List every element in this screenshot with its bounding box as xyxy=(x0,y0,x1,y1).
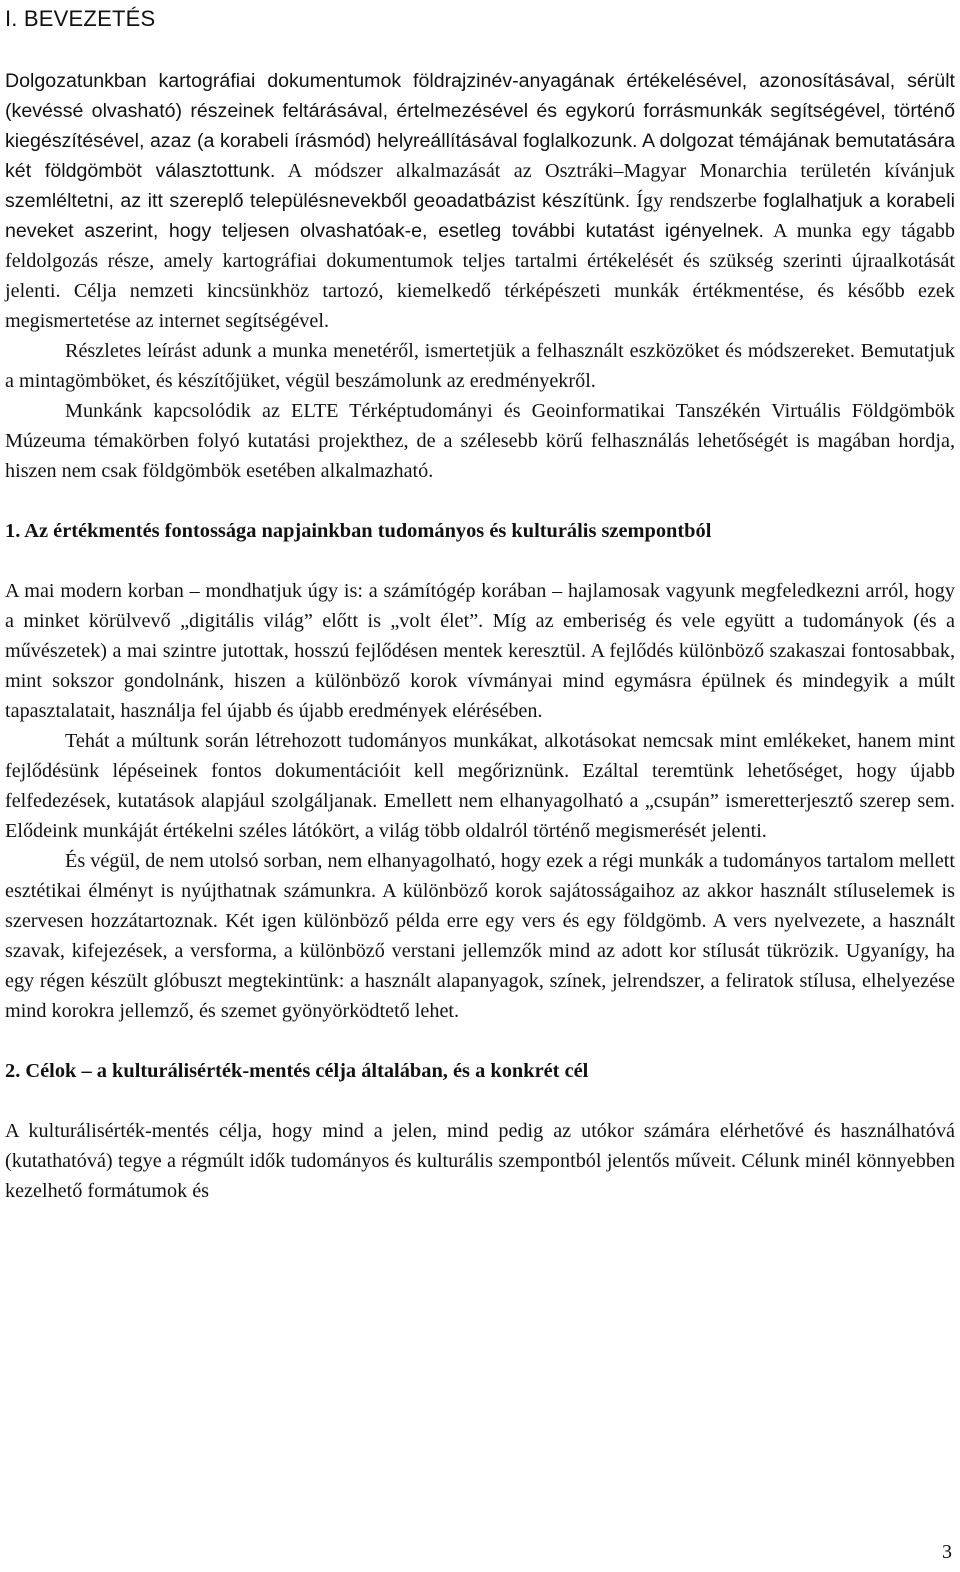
intro-section xyxy=(5,66,955,486)
intro-text-serif-3: A munka egy tágabb feldolgozás része, amely kartográfiai dokumentumok teljes tartalmi értékelését és szükség szerinti újraalkotását jelenti. Célja nemzeti kincsünkhöz tartozó, kiemelkedő térképészeti munkák értékmentése, és később ezek megismertetése az internet segítségével. xyxy=(5,220,955,332)
intro-paragraph-2: Részletes leírást adunk a munka menetéről, ismertetjük a felhasznált eszközöket és módszereket. Bemutatjuk a mintagömböket, és készítőjüket, végül beszámolunk az eredményekről. xyxy=(5,340,955,392)
intro-text-sans-2: szemléltetni, az itt szereplő településnevekből geoadatbázist készítünk. xyxy=(5,190,631,212)
section-2-heading: 2. Célok – a kulturálisérték-mentés célja általában, és a konkrét cél xyxy=(5,1060,589,1082)
intro-paragraph-1 xyxy=(5,66,955,336)
spacer xyxy=(5,1026,955,1056)
intro-text-serif-2: Így rendszerbe xyxy=(630,190,757,212)
page-number: 3 xyxy=(942,1541,952,1563)
chapter-title: I. BEVEZETÉS xyxy=(5,6,156,31)
spacer xyxy=(5,546,955,576)
section-1-heading: 1. Az értékmentés fontossága napjainkban tudományos és kulturális szempontból xyxy=(5,520,712,542)
intro-paragraph-3: Munkánk kapcsolódik az ELTE Térképtudományi és Geoinformatikai Tanszékén Virtuális Földgömbök Múzeuma témakörben folyó kutatási projekthez, de a szélesebb körű felhasználás lehetőségét is magában hordja, hiszen nem csak földgömbök esetében alkalmazható. xyxy=(5,400,955,482)
document-page xyxy=(5,0,955,1206)
spacer xyxy=(5,486,955,516)
intro-text-sans-3: foglalhatjuk a korabeli neveket aszerint, hogy teljesen olvashatóak-e, esetleg további kutatást igényelnek. xyxy=(5,190,955,242)
section-2-paragraph-1: A kulturálisérték-mentés célja, hogy mind a jelen, mind pedig az utókor számára elérhetővé és használhatóvá (kutathatóvá) tegye a régmúlt idők tudományos és kulturális szempontból jelentős műveit. Célunk minél könnyebben kezelhető formátumok és xyxy=(5,1120,955,1202)
intro-text-sans-1: Dolgozatunkban kartográfiai dokumentumok földrajzinév-anyagának értékelésével, azonosításával, sérült (kevéssé olvasható) részeinek feltárásával, értelmezésével és egykorú forrásmunkák segítségével, történő kiegészítésével, azaz (a korabeli írásmód) helyreállításával foglalkozunk. A dolgozat témájának bemutatására két földgömböt választottunk. xyxy=(5,70,955,182)
intro-text-serif-1: A módszer alkalmazását az Osztráki–Magyar Monarchia területén kívánjuk xyxy=(275,160,955,182)
section-1-paragraph-2: Tehát a múltunk során létrehozott tudományos munkákat, alkotásokat nemcsak mint emlékeket, hanem mint fejlődésünk lépéseinek fontos dokumentációit kell megőriznünk. Ezáltal teremtünk lehetőséget, hogy újabb felfedezések, kutatások alapjául szolgáljanak. Emellett nem elhanyagolható a „csupán” ismeretterjesztő szerep sem. Elődeink munkáját értékelni széles látókört, a világ több oldalról történő megismerését jelenti. xyxy=(5,730,955,842)
section-1-paragraph-1: A mai modern korban – mondhatjuk úgy is: a számítógép korában – hajlamosak vagyunk megfeledkezni arról, hogy a minket körülvevő „digitális világ” előtt is „volt élet”. Míg az emberiség és vele együtt a tudományok (és a művészetek) a mai szintre jutottak, hosszú fejlődésen mentek keresztül. A fejlődés különböző szakaszai fontosabbak, mint sokszor gondolnánk, hiszen a különböző korok vívmányai mind egymásra épülnek és mindegyik a múlt tapasztalatait, használja fel újabb és újabb eredmények elérésében. xyxy=(5,580,955,722)
section-1-paragraph-3: És végül, de nem utolsó sorban, nem elhanyagolható, hogy ezek a régi munkák a tudományos tartalom mellett esztétikai élményt is nyújthatnak számunkra. A különböző korok sajátosságaihoz az akkor használt stíluselemek is szervesen hozzátartoznak. Két igen különböző példa erre egy vers és egy földgömb. A vers nyelvezete, a használt szavak, kifejezések, a versforma, a különböző verstani jellemzők mind az adott kor stílusát tükrözik. Ugyanígy, ha egy régen készült glóbuszt megtekintünk: a használt alapanyagok, színek, jelrendszer, a feliratok stílusa, elhelyezése mind korokra jellemző, és szemet gyönyörködtető lehet. xyxy=(5,850,955,1022)
spacer xyxy=(5,1086,955,1116)
